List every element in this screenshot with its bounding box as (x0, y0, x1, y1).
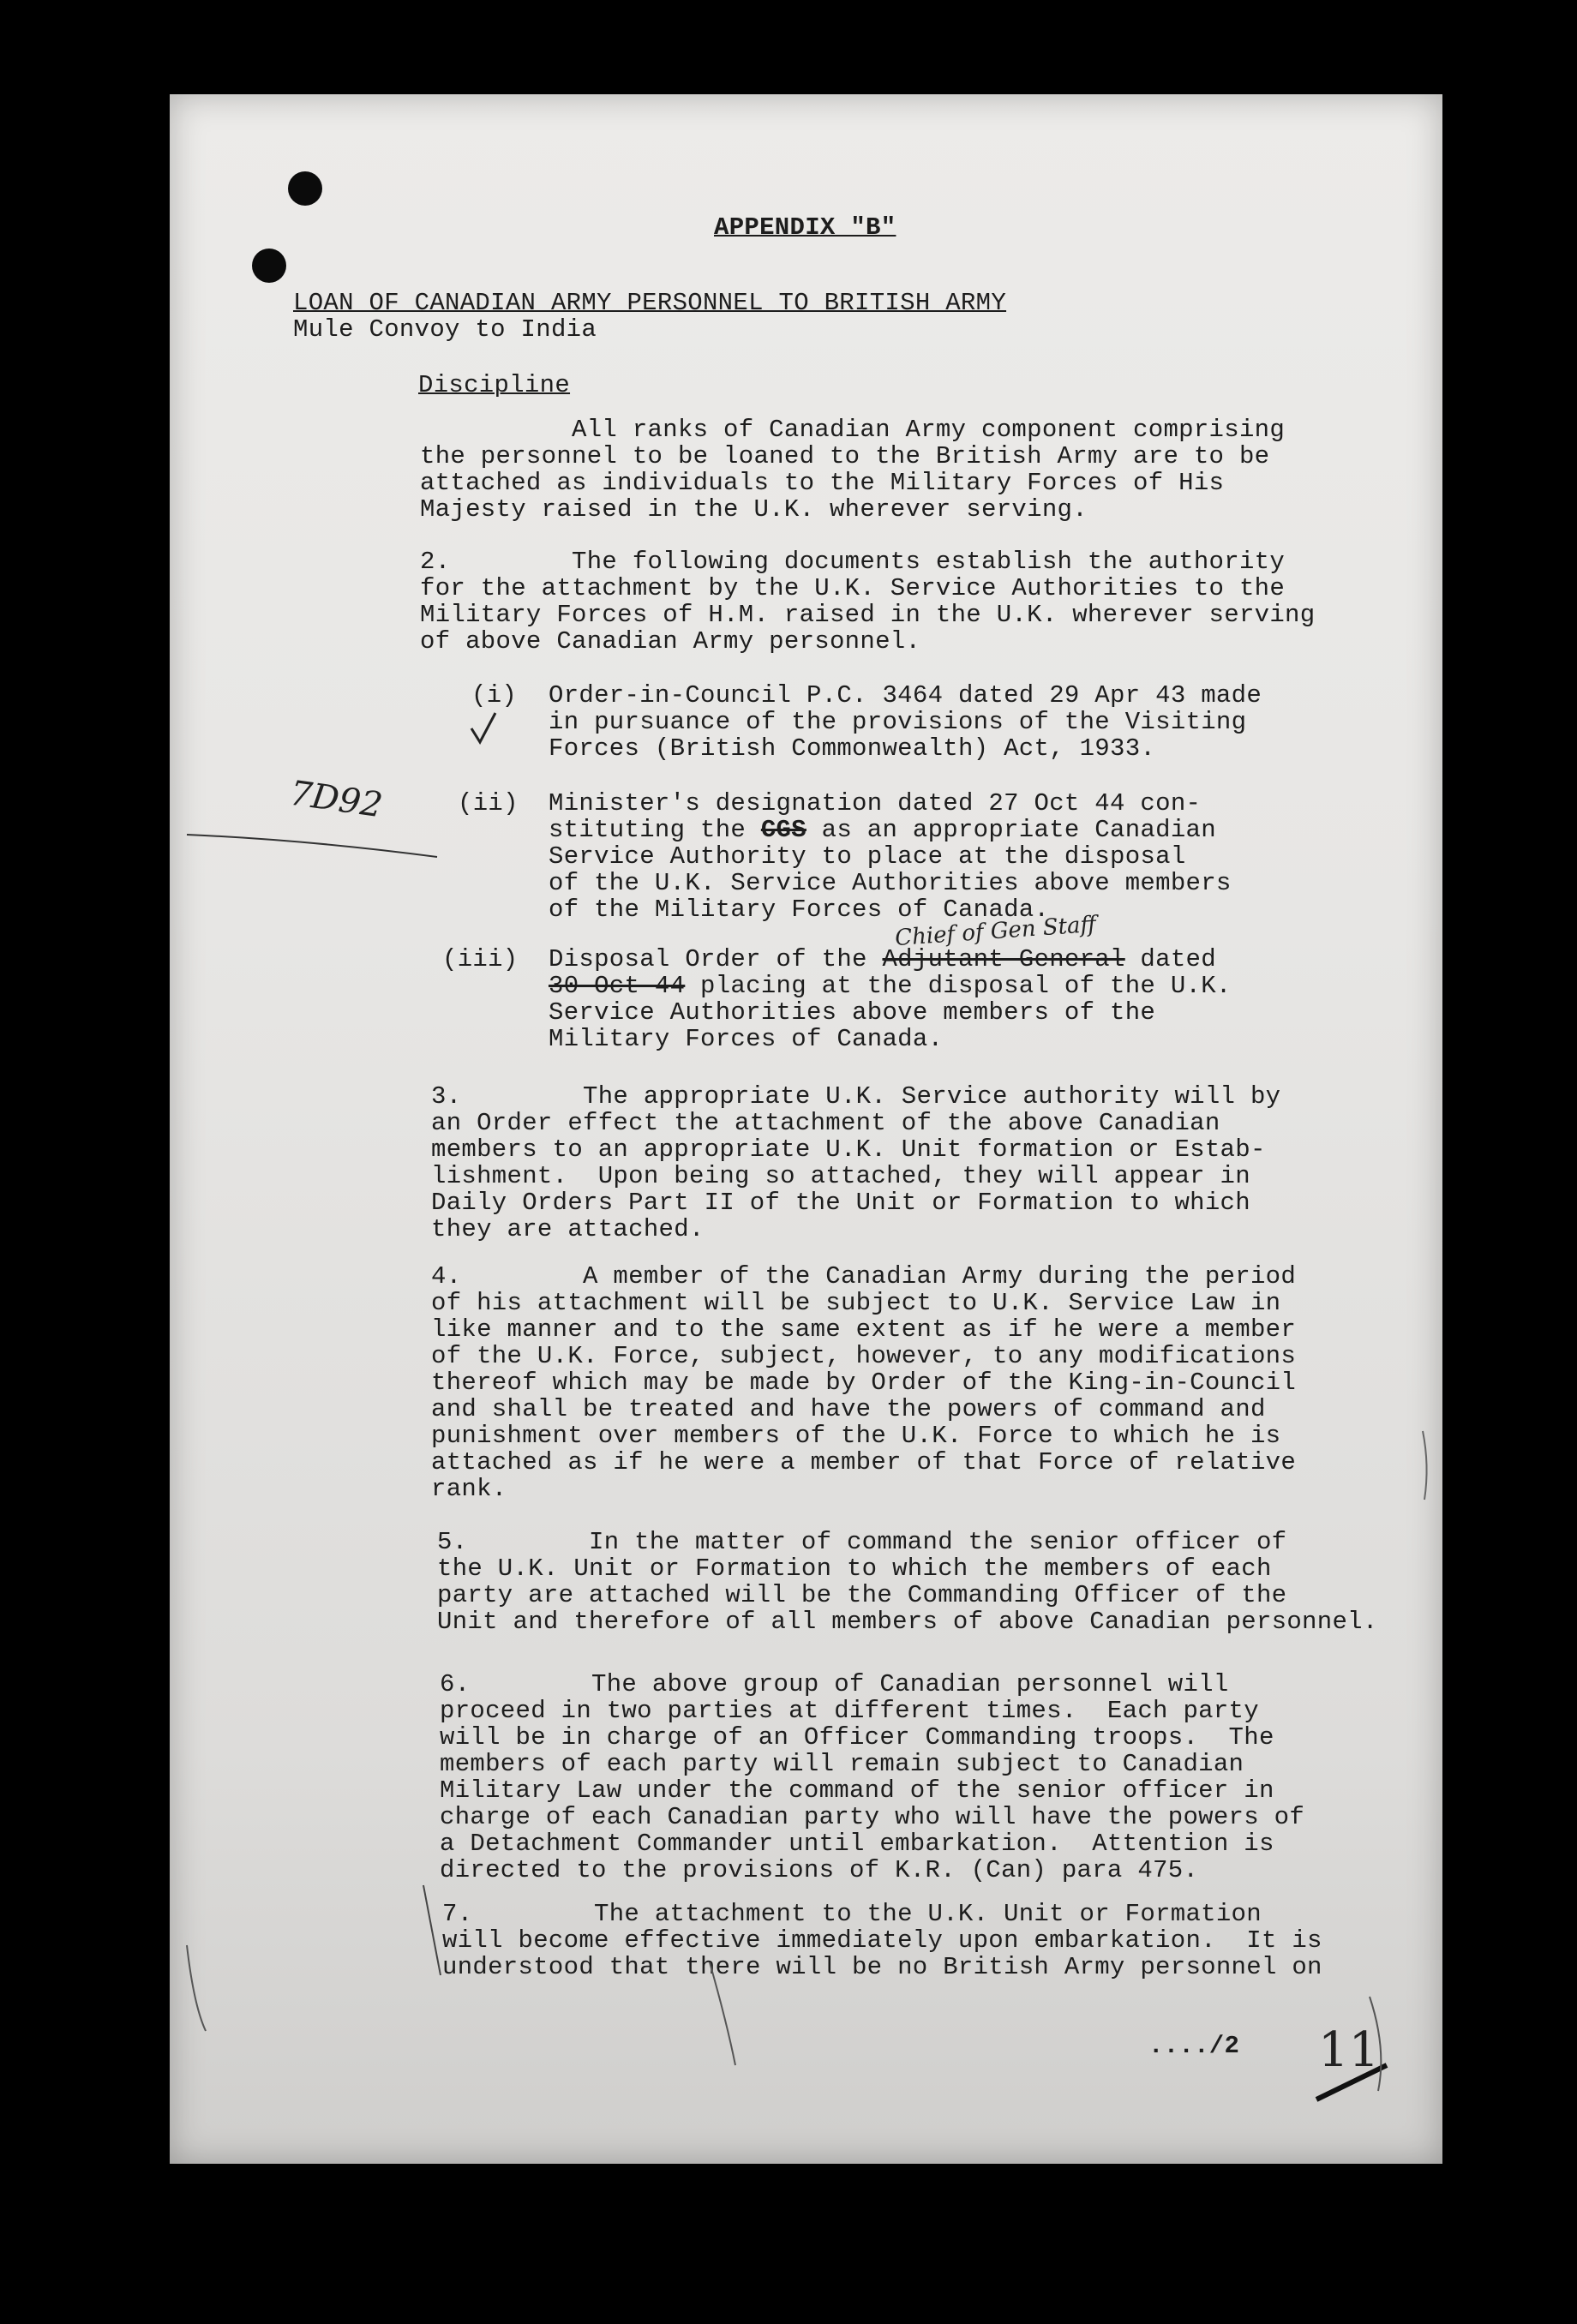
text-fragment: stituting the (549, 816, 761, 844)
text-line: members of each party will remain subject to Canadian (440, 1750, 1244, 1778)
text-line: like manner and to the same extent as if he were a member (431, 1315, 1297, 1344)
text-line: 7. The attachment to the U.K. Unit or Formation (442, 1900, 1262, 1928)
text-line: of the U.K. Force, subject, however, to any modifications (431, 1342, 1297, 1370)
text-line: in pursuance of the provisions of the Visiting (549, 708, 1247, 736)
text-line: a Detachment Commander until embarkation. Attention is (440, 1830, 1274, 1858)
text-line: Unit and therefore of all members of above Canadian personnel. (437, 1608, 1378, 1636)
text-line: Daily Orders Part II of the Unit or Formation to which (431, 1189, 1250, 1217)
subject-line: LOAN OF CANADIAN ARMY PERSONNEL TO BRITISH ARMY (293, 289, 1007, 317)
text-line: charge of each Canadian party who will have the powers of (440, 1803, 1305, 1831)
check-mark-icon (471, 713, 495, 742)
text-line: directed to the provisions of K.R. (Can) para 475. (440, 1856, 1199, 1884)
text-line: 3. The appropriate U.K. Service authority will by (431, 1082, 1281, 1111)
text-line: of above Canadian Army personnel. (420, 627, 921, 656)
text-line: Service Authorities above members of the (549, 998, 1156, 1027)
text-line: the U.K. Unit or Formation to which the members of each (437, 1554, 1272, 1583)
pen-stroke (423, 1885, 441, 1975)
text-line: 4. A member of the Canadian Army during the period (431, 1262, 1297, 1291)
text-line: party are attached will be the Commanding Officer of the (437, 1581, 1287, 1609)
punch-hole (252, 249, 286, 283)
authority-item-i (549, 682, 1262, 762)
text-line: 6. The above group of Canadian personnel will (440, 1670, 1229, 1698)
authority-item-iii (549, 946, 1232, 1052)
text-line: an Order effect the attachment of the above Canadian (431, 1109, 1220, 1137)
text-line: will be in charge of an Officer Commanding troops. The (440, 1723, 1274, 1752)
text-line: 2. The following documents establish the authority (420, 548, 1286, 576)
text-line: Majesty raised in the U.K. wherever serving. (420, 495, 1088, 524)
item-number: (ii) (458, 789, 519, 818)
text-line: 5. In the matter of command the senior officer of (437, 1528, 1287, 1556)
text-fragment: as an appropriate Canadian (806, 816, 1216, 844)
text-line: attached as individuals to the Military Forces of His (420, 469, 1225, 497)
text-line: proceed in two parties at different times. Each party (440, 1697, 1259, 1725)
text-line: Minister's designation dated 27 Oct 44 con- (549, 789, 1202, 818)
text-line: attached as if he were a member of that Force of relative (431, 1448, 1297, 1476)
text-fragment: dated (1124, 945, 1216, 973)
subject-subline: Mule Convoy to India (293, 315, 597, 344)
margin-underline (187, 835, 437, 857)
text-line: of the U.K. Service Authorities above members (549, 869, 1232, 897)
text-line: Military Law under the command of the senior officer in (440, 1776, 1274, 1805)
text-line (549, 946, 1232, 973)
paragraph-3 (431, 1083, 1280, 1243)
continuation-marker: ..../2 (1148, 2032, 1240, 2060)
punch-hole (288, 171, 322, 206)
text-fragment: placing at the disposal of the U.K. (685, 972, 1232, 1000)
text-line: and shall be treated and have the powers of command and (431, 1395, 1266, 1423)
text-line: the personnel to be loaned to the British Army are to be (420, 442, 1270, 470)
section-title: Discipline (418, 371, 571, 399)
text-line: lishment. Upon being so attached, they will appear in (431, 1162, 1250, 1190)
text-line: Service Authority to place at the disposal (549, 842, 1186, 871)
text-line: members to an appropriate U.K. Unit formation or Estab- (431, 1135, 1266, 1164)
margin-note: 7D92 (287, 773, 386, 826)
text-line (549, 817, 1232, 843)
text-line (549, 973, 1232, 999)
text-line: Forces (British Commonwealth) Act, 1933. (549, 734, 1156, 763)
text-line: for the attachment by the U.K. Service Authorities to the (420, 574, 1286, 602)
item-number: (iii) (442, 945, 519, 973)
text-line: rank. (431, 1475, 507, 1503)
handwritten-insertion: Chief of Gen Staff (894, 911, 1097, 952)
document-page (170, 94, 1442, 2164)
item-number: (i) (471, 681, 518, 710)
paragraph-1 (420, 416, 1285, 523)
paragraph-4 (431, 1263, 1296, 1502)
text-line: they are attached. (431, 1215, 705, 1243)
text-line: Military Forces of H.M. raised in the U.K. wherever serving (420, 601, 1316, 629)
text-line: All ranks of Canadian Army component comprising (420, 416, 1286, 444)
text-line: punishment over members of the U.K. Force to which he is (431, 1422, 1281, 1450)
struck-text: CGS (760, 816, 806, 844)
paragraph-5 (437, 1529, 1378, 1635)
text-line: of his attachment will be subject to U.K. Service Law in (431, 1289, 1281, 1317)
text-fragment: Disposal Order of the (549, 945, 883, 973)
paragraph-7 (442, 1901, 1322, 1980)
pen-stroke (187, 1945, 206, 2031)
text-line: will become effective immediately upon embarkation. It is (442, 1926, 1322, 1955)
pen-stroke (1423, 1431, 1427, 1500)
text-line: thereof which may be made by Order of the King-in-Council (431, 1369, 1297, 1397)
paragraph-2 (420, 548, 1315, 655)
paragraph-6 (440, 1671, 1304, 1884)
struck-text: 30 Oct 44 (549, 972, 686, 1000)
text-line: Military Forces of Canada. (549, 1025, 944, 1053)
folio-number: 11 (1318, 2022, 1380, 2078)
text-line: understood that there will be no British Army personnel on (442, 1953, 1322, 1981)
struck-text: Adjutant-General (882, 945, 1125, 973)
text-line: Order-in-Council P.C. 3464 dated 29 Apr 43 made (549, 681, 1262, 710)
appendix-heading: APPENDIX "B" (714, 213, 896, 242)
text-line: of the Military Forces of Canada. (549, 895, 1050, 924)
authority-item-ii (549, 790, 1232, 923)
